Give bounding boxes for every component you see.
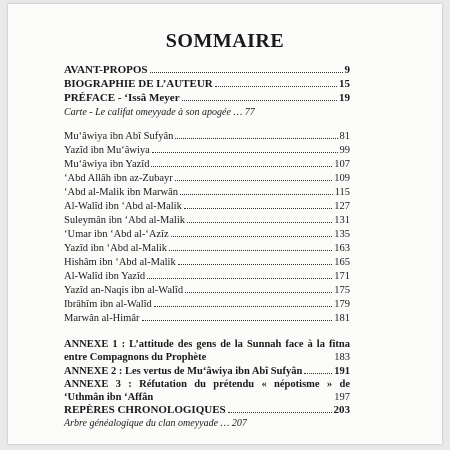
leader-dots: [154, 305, 332, 307]
leader-dots: [184, 207, 332, 209]
toc-entry-label: REPÈRES CHRONOLOGIQUES: [64, 404, 226, 416]
toc-entry-label: ‘Abd Allâh ibn az-Zubayr: [64, 173, 173, 184]
toc-entry-label: ‘Umar ibn ‘Abd al-‘Azîz: [64, 229, 169, 240]
leader-dots: [171, 235, 333, 237]
toc-entry-chapter: [64, 145, 350, 156]
leader-dots: [228, 411, 332, 413]
toc-entry-chapter: [64, 215, 350, 226]
leader-dots: [182, 99, 337, 101]
toc-entry-chapter: [64, 299, 350, 310]
leader-dots: [178, 263, 333, 265]
toc-entry-annexe-3: [64, 379, 350, 404]
toc-entry-chapter: [64, 243, 350, 254]
toc-entry-page: 115: [334, 187, 350, 198]
leader-dots: [304, 372, 332, 374]
page-title: SOMMAIRE: [165, 30, 285, 52]
toc-entry-label: BIOGRAPHIE DE L’AUTEUR: [64, 78, 213, 90]
toc-entry-page: 203: [333, 404, 350, 416]
toc-entry-chapter: [64, 187, 350, 198]
leader-dots: [175, 137, 337, 139]
toc-entry-page: 9: [344, 64, 350, 76]
toc-entry-page: 15: [339, 78, 350, 90]
toc-entry-annexe-2: [64, 366, 350, 377]
toc-entry-chronologie: [64, 404, 350, 416]
toc-entry-chapter: [64, 159, 350, 170]
toc-entry-annexe-1: [64, 339, 350, 364]
toc-entry-chapter: [64, 201, 350, 212]
toc-entry-label: Al-Walîd ibn Yazîd: [64, 271, 146, 282]
toc-entry-label: AVANT-PROPOS: [64, 64, 148, 76]
toc-entry-label: Mu‘âwiya ibn Yazîd: [64, 159, 150, 170]
toc-entry-page: 131: [334, 215, 350, 226]
toc-entry-label: Mu‘âwiya ibn Abî Sufyân: [64, 131, 174, 142]
toc-entry-label: PRÉFACE - ‘Issâ Meyer: [64, 92, 180, 104]
toc-entry-page: 81: [339, 131, 350, 142]
toc-entry-page: 165: [334, 257, 350, 268]
leader-dots: [169, 249, 332, 251]
toc-entry-label: Al-Walîd ibn ‘Abd al-Malik: [64, 201, 182, 212]
leader-dots: [152, 151, 338, 153]
toc-entry-label: ANNEXE 2 : Les vertus de Mu‘âwiya ibn Abî Sufyân: [64, 366, 303, 377]
toc-entry-page: 179: [334, 299, 350, 310]
toc-entry-page: 197: [334, 391, 350, 403]
leader-dots: [185, 291, 332, 293]
toc-entry-page: 181: [334, 313, 350, 324]
toc-entry-chapter: [64, 313, 350, 324]
toc-entry-page: 175: [334, 285, 350, 296]
toc-entry-chapter: [64, 285, 350, 296]
toc-entry-label: Hishâm ibn ‘Abd al-Malik: [64, 257, 176, 268]
toc-entry-preface: [64, 92, 350, 104]
toc-entry-label: ANNEXE 3 : Réfutation du prétendu « népotisme » de ‘Uthmân ibn ‘Affân: [64, 379, 350, 403]
toc-entry-chapter: [64, 257, 350, 268]
toc-entry-page: 135: [334, 229, 350, 240]
toc-entry-label: Yazîd ibn Mu‘âwiya: [64, 145, 150, 156]
toc-entry-label: Yazîd ibn ‘Abd al-Malik: [64, 243, 168, 254]
genealogy-note: Arbre généalogique du clan omeyyade … 207: [64, 418, 247, 429]
toc-entry-page: 127: [334, 201, 350, 212]
toc-entry-page: 163: [334, 243, 350, 254]
toc-entry-label: Suleymân ibn ‘Abd al-Malik: [64, 215, 186, 226]
toc-entry-label: Ibrâhîm ibn al-Walîd: [64, 299, 152, 310]
leader-dots: [215, 85, 337, 87]
toc-entry-label: ‘Abd al-Malik ibn Marwân: [64, 187, 179, 198]
toc-entry-page: 19: [339, 92, 350, 104]
toc-entry-label: ANNEXE 1 : L’attitude des gens de la Sunnah face à la fitna entre Compagnons du Prophète: [64, 339, 350, 363]
toc-entry-page: 191: [334, 366, 350, 377]
leader-dots: [142, 319, 333, 321]
toc-entry-label: Yazîd an-Naqis ibn al-Walîd: [64, 285, 184, 296]
toc-entry-label: Marwân al-Himâr: [64, 313, 140, 324]
map-note: Carte - Le califat omeyyade à son apogée … 77: [64, 107, 255, 118]
toc-entry-chapter: [64, 229, 350, 240]
toc-entry-page: 183: [334, 351, 350, 363]
leader-dots: [175, 179, 332, 181]
leader-dots: [150, 71, 343, 73]
leader-dots: [151, 165, 332, 167]
toc-entry-chapter: [64, 271, 350, 282]
toc-entry-page: 109: [334, 173, 350, 184]
toc-entry-chapter: [64, 131, 350, 142]
toc-entry-page: 171: [334, 271, 350, 282]
toc-entry-page: 99: [339, 145, 350, 156]
toc-entry-chapter: [64, 173, 350, 184]
leader-dots: [180, 193, 333, 195]
toc-entry-page: 107: [334, 159, 350, 170]
leader-dots: [187, 221, 332, 223]
toc-entry-biographie: [64, 78, 350, 90]
leader-dots: [147, 277, 332, 279]
toc-entry-avant-propos: [64, 64, 350, 76]
